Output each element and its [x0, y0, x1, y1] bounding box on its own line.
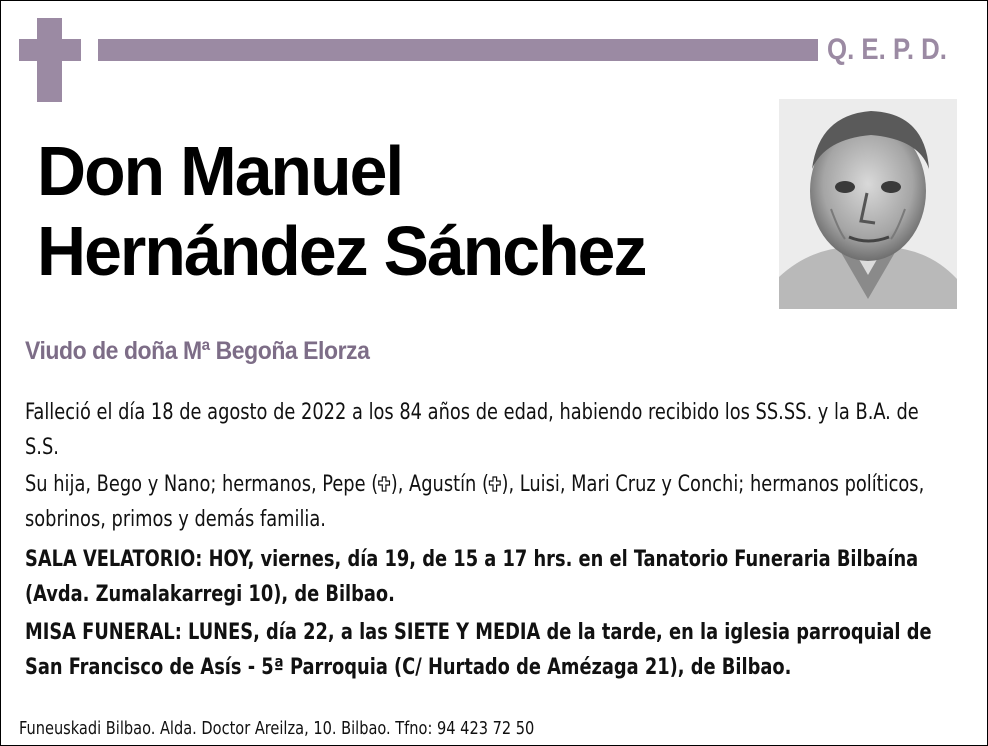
cross-icon-bar: [19, 39, 81, 61]
cross-small-icon: [378, 476, 391, 492]
family-list-part-3: ), Luisi, Mari Cruz y Conchi; hermanos políticos, sobrinos, primos y demás familia.: [25, 472, 925, 532]
qepd-label: Q. E. P. D.: [827, 33, 947, 66]
wake-info: SALA VELATORIO: HOY, viernes, día 19, de 15 a 17 hrs. en el Tanatorio Funeraria Bilbaína (Avda. Zumalakarregi 10), de Bilbao.: [25, 547, 919, 607]
portrait-photo: [779, 99, 957, 309]
header-rule: [98, 39, 818, 61]
name-line-2: Hernández Sánchez: [37, 212, 646, 290]
subtitle-widow: Viudo de doña Mª Begoña Elorza: [25, 337, 370, 365]
family-list-part-2: ), Agustín (: [390, 472, 489, 497]
death-announcement: Falleció el día 18 de agosto de 2022 a los 84 años de edad, habiendo recibido los SS.SS. y la B.A. de S.S.: [25, 400, 919, 460]
family-list: [25, 467, 952, 537]
deceased-name: [37, 131, 645, 291]
family-list-part-1: Su hija, Bego y Nano; hermanos, Pepe (: [25, 472, 379, 497]
name-line-1: Don Manuel: [37, 132, 403, 210]
funeral-mass-info: MISA FUNERAL: LUNES, día 22, a las SIETE Y MEDIA de la tarde, en la iglesia parroquial de San Francisco de Asís - 5ª Parroquia (C/ Hurtado de Amézaga 21), de Bilbao.: [25, 620, 932, 680]
cross-small-icon: [489, 476, 502, 492]
funeral-home-footer: Funeuskadi Bilbao. Alda. Doctor Areilza, 10. Bilbao. Tfno: 94 423 72 50: [19, 718, 535, 739]
